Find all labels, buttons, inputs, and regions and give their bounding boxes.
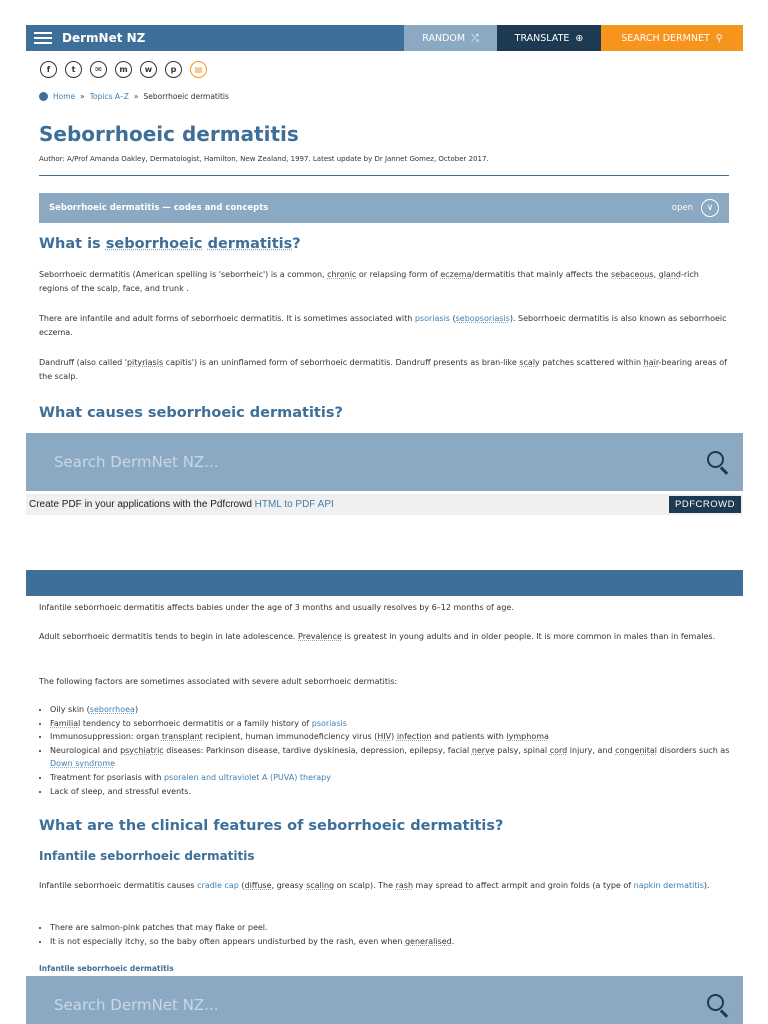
glossary-link[interactable]: eczema — [440, 270, 472, 279]
facebook-icon[interactable]: f — [40, 61, 57, 78]
email-icon[interactable]: ✉ — [90, 61, 107, 78]
menu-icon[interactable] — [34, 31, 52, 45]
down-syndrome-link[interactable]: Down syndrome — [50, 759, 115, 769]
search-input[interactable]: Search DermNet NZ... — [54, 996, 219, 1014]
random-button[interactable]: RANDOM ⤮ — [404, 25, 497, 51]
paragraph-factors-intro: The following factors are sometimes associated with severe adult seborrhoeic dermatitis: — [39, 677, 398, 686]
page-header-bar — [26, 570, 743, 596]
psoriasis-link[interactable]: psoriasis — [311, 718, 347, 728]
search-icon: ⚲ — [715, 32, 723, 44]
glossary-link[interactable]: congenital — [615, 745, 657, 755]
search-bar-bottom[interactable] — [26, 976, 743, 1024]
info-icon — [39, 92, 48, 101]
sebopsoriasis-link[interactable]: sebopsoriasis — [455, 314, 510, 323]
glossary-link[interactable]: scaly — [519, 358, 540, 367]
list-item: • Familial tendency to seborrhoeic dermatitis or a family history of psoriasis — [50, 717, 730, 731]
page-title: Seborrhoeic dermatitis — [39, 122, 299, 146]
accordion-toggle[interactable]: open ∨ — [672, 199, 719, 217]
napkin-dermatitis-link[interactable]: napkin dermatitis — [633, 881, 704, 890]
risk-factors-list — [50, 703, 730, 798]
heading-clinical-features: What are the clinical features of seborrhoeic dermatitis? — [39, 818, 504, 834]
glossary-link[interactable]: scaling — [306, 881, 335, 890]
glossary-link[interactable]: pityriasis — [126, 358, 164, 367]
glossary-link[interactable]: transplant — [161, 732, 203, 742]
paragraph-cradle-cap: Infantile seborrhoeic dermatitis causes cradle cap (diffuse, greasy scaling on scalp). The rash may spread to affect armpit and groin folds (a type of napkin dermatitis). — [39, 881, 710, 890]
glossary-link[interactable]: nerve — [471, 745, 495, 755]
heading-causes: What causes seborrhoeic dermatitis? — [39, 405, 343, 421]
author-line: Author: A/Prof Amanda Oakley, Dermatologist, Hamilton, New Zealand, 1997. Latest update by Dr Jannet Gomez, October 2017. — [39, 155, 489, 163]
pinterest-icon[interactable]: p — [165, 61, 182, 78]
glossary-link[interactable]: Prevalence — [298, 632, 342, 641]
puva-link[interactable]: psoralen and ultraviolet A (PUVA) therapy — [163, 772, 331, 782]
breadcrumb: Home » Topics A–Z » Seborrhoeic dermatitis — [39, 92, 229, 101]
brand-name[interactable]: DermNet NZ — [62, 31, 146, 45]
shuffle-icon: ⤮ — [471, 32, 479, 44]
paragraph-definition: Seborrhoeic dermatitis (American spelling is 'seborrheic') is a common, chronic or relapsing form of eczema/dermatitis that mainly affects the sebaceous, gland-rich regions of the scalp, face, and trunk . — [39, 270, 699, 293]
breadcrumb-current: Seborrhoeic dermatitis — [143, 92, 229, 101]
share-icons — [40, 61, 207, 78]
chevron-down-icon: ∨ — [701, 199, 719, 217]
glossary-link[interactable]: psychiatric — [120, 745, 164, 755]
paragraph-adult-onset: Adult seborrhoeic dermatitis tends to begin in late adolescence. Prevalence is greatest in young adults and in older people. It is more common in males than in females. — [39, 632, 716, 641]
heading-what-is: What is seborrhoeic dermatitis? — [39, 236, 301, 252]
glossary-link[interactable]: diffuse — [244, 881, 272, 890]
cradle-cap-link[interactable]: cradle cap — [197, 881, 239, 890]
glossary-link[interactable]: gland — [658, 270, 681, 279]
brand[interactable] — [26, 25, 404, 51]
print-icon[interactable]: ▤ — [190, 61, 207, 78]
search-input[interactable]: Search DermNet NZ... — [54, 453, 219, 471]
pdf-api-link[interactable]: HTML to PDF API — [254, 499, 334, 510]
glossary-link[interactable]: HIV — [377, 732, 392, 742]
glossary-link[interactable]: rash — [395, 881, 414, 890]
breadcrumb-topics[interactable]: Topics A–Z — [89, 92, 129, 101]
codes-label: Seborrhoeic dermatitis — codes and concepts — [49, 203, 269, 213]
glossary-link[interactable]: hair — [643, 358, 659, 367]
glossary-link[interactable]: cord — [549, 745, 568, 755]
translate-button[interactable]: TRANSLATE ⊕ — [497, 25, 601, 51]
search-dermnet-button[interactable]: SEARCH DERMNET ⚲ — [601, 25, 743, 51]
globe-icon: ⊕ — [575, 32, 584, 44]
search-icon[interactable] — [707, 994, 729, 1016]
list-item: • Lack of sleep, and stressful events. — [50, 785, 730, 799]
subheading-infantile: Infantile seborrhoeic dermatitis — [39, 849, 255, 863]
seborrhoea-link[interactable]: seborrhoea — [89, 705, 135, 714]
infantile-features-list — [50, 921, 730, 948]
divider — [39, 175, 729, 176]
glossary-link[interactable]: chronic — [327, 270, 357, 279]
glossary-link[interactable]: lymphoma — [506, 732, 549, 742]
list-item: • Treatment for psoriasis with psoralen and ultraviolet A (PUVA) therapy — [50, 771, 730, 785]
glossary-link[interactable]: generalised — [404, 936, 452, 946]
search-icon[interactable] — [707, 451, 729, 473]
breadcrumb-home[interactable]: Home — [53, 92, 76, 101]
image-caption: Infantile seborrhoeic dermatitis — [39, 964, 174, 973]
list-item: • Immunosuppression: organ transplant recipient, human immunodeficiency virus (HIV) infection and patients with lymphoma — [50, 730, 730, 744]
psoriasis-link[interactable]: psoriasis — [414, 314, 450, 323]
top-navigation-bar — [26, 25, 743, 51]
search-bar[interactable] — [26, 433, 743, 491]
whatsapp-icon[interactable]: w — [140, 61, 157, 78]
pdfcrowd-banner: Create PDF in your applications with the Pdfcrowd HTML to PDF API PDFCROWD — [26, 494, 743, 515]
paragraph-dandruff: Dandruff (also called 'pityriasis capitis') is an uninflamed form of seborrhoeic dermatitis. Dandruff presents as bran-like scaly patches scattered within hair-bearing areas of the scalp. — [39, 358, 727, 381]
glossary-link[interactable]: Familial — [50, 718, 81, 728]
glossary-link[interactable]: sebaceous — [611, 270, 654, 279]
codes-and-concepts-accordion[interactable] — [39, 193, 729, 223]
messenger-icon[interactable]: m — [115, 61, 132, 78]
paragraph-infantile-age: Infantile seborrhoeic dermatitis affects babies under the age of 3 months and usually resolves by 6–12 months of age. — [39, 603, 514, 612]
list-item: • There are salmon-pink patches that may flake or peel. — [50, 921, 730, 935]
list-item: • It is not especially itchy, so the baby often appears undisturbed by the rash, even when generalised. — [50, 935, 730, 949]
pdfcrowd-button[interactable]: PDFCROWD — [669, 496, 741, 513]
list-item: • Neurological and psychiatric diseases: Parkinson disease, tardive dyskinesia, depression, epilepsy, facial nerve palsy, spinal cord injury, and congenital disorders such as Down syndrome — [50, 744, 730, 771]
paragraph-forms: There are infantile and adult forms of seborrhoeic dermatitis. It is sometimes associated with psoriasis (sebopsoriasis). Seborrhoeic dermatitis is also known as seborrhoeic eczema. — [39, 314, 727, 337]
list-item: • Oily skin (seborrhoea) — [50, 703, 730, 717]
twitter-icon[interactable]: t — [65, 61, 82, 78]
glossary-link[interactable]: infection — [396, 732, 432, 742]
